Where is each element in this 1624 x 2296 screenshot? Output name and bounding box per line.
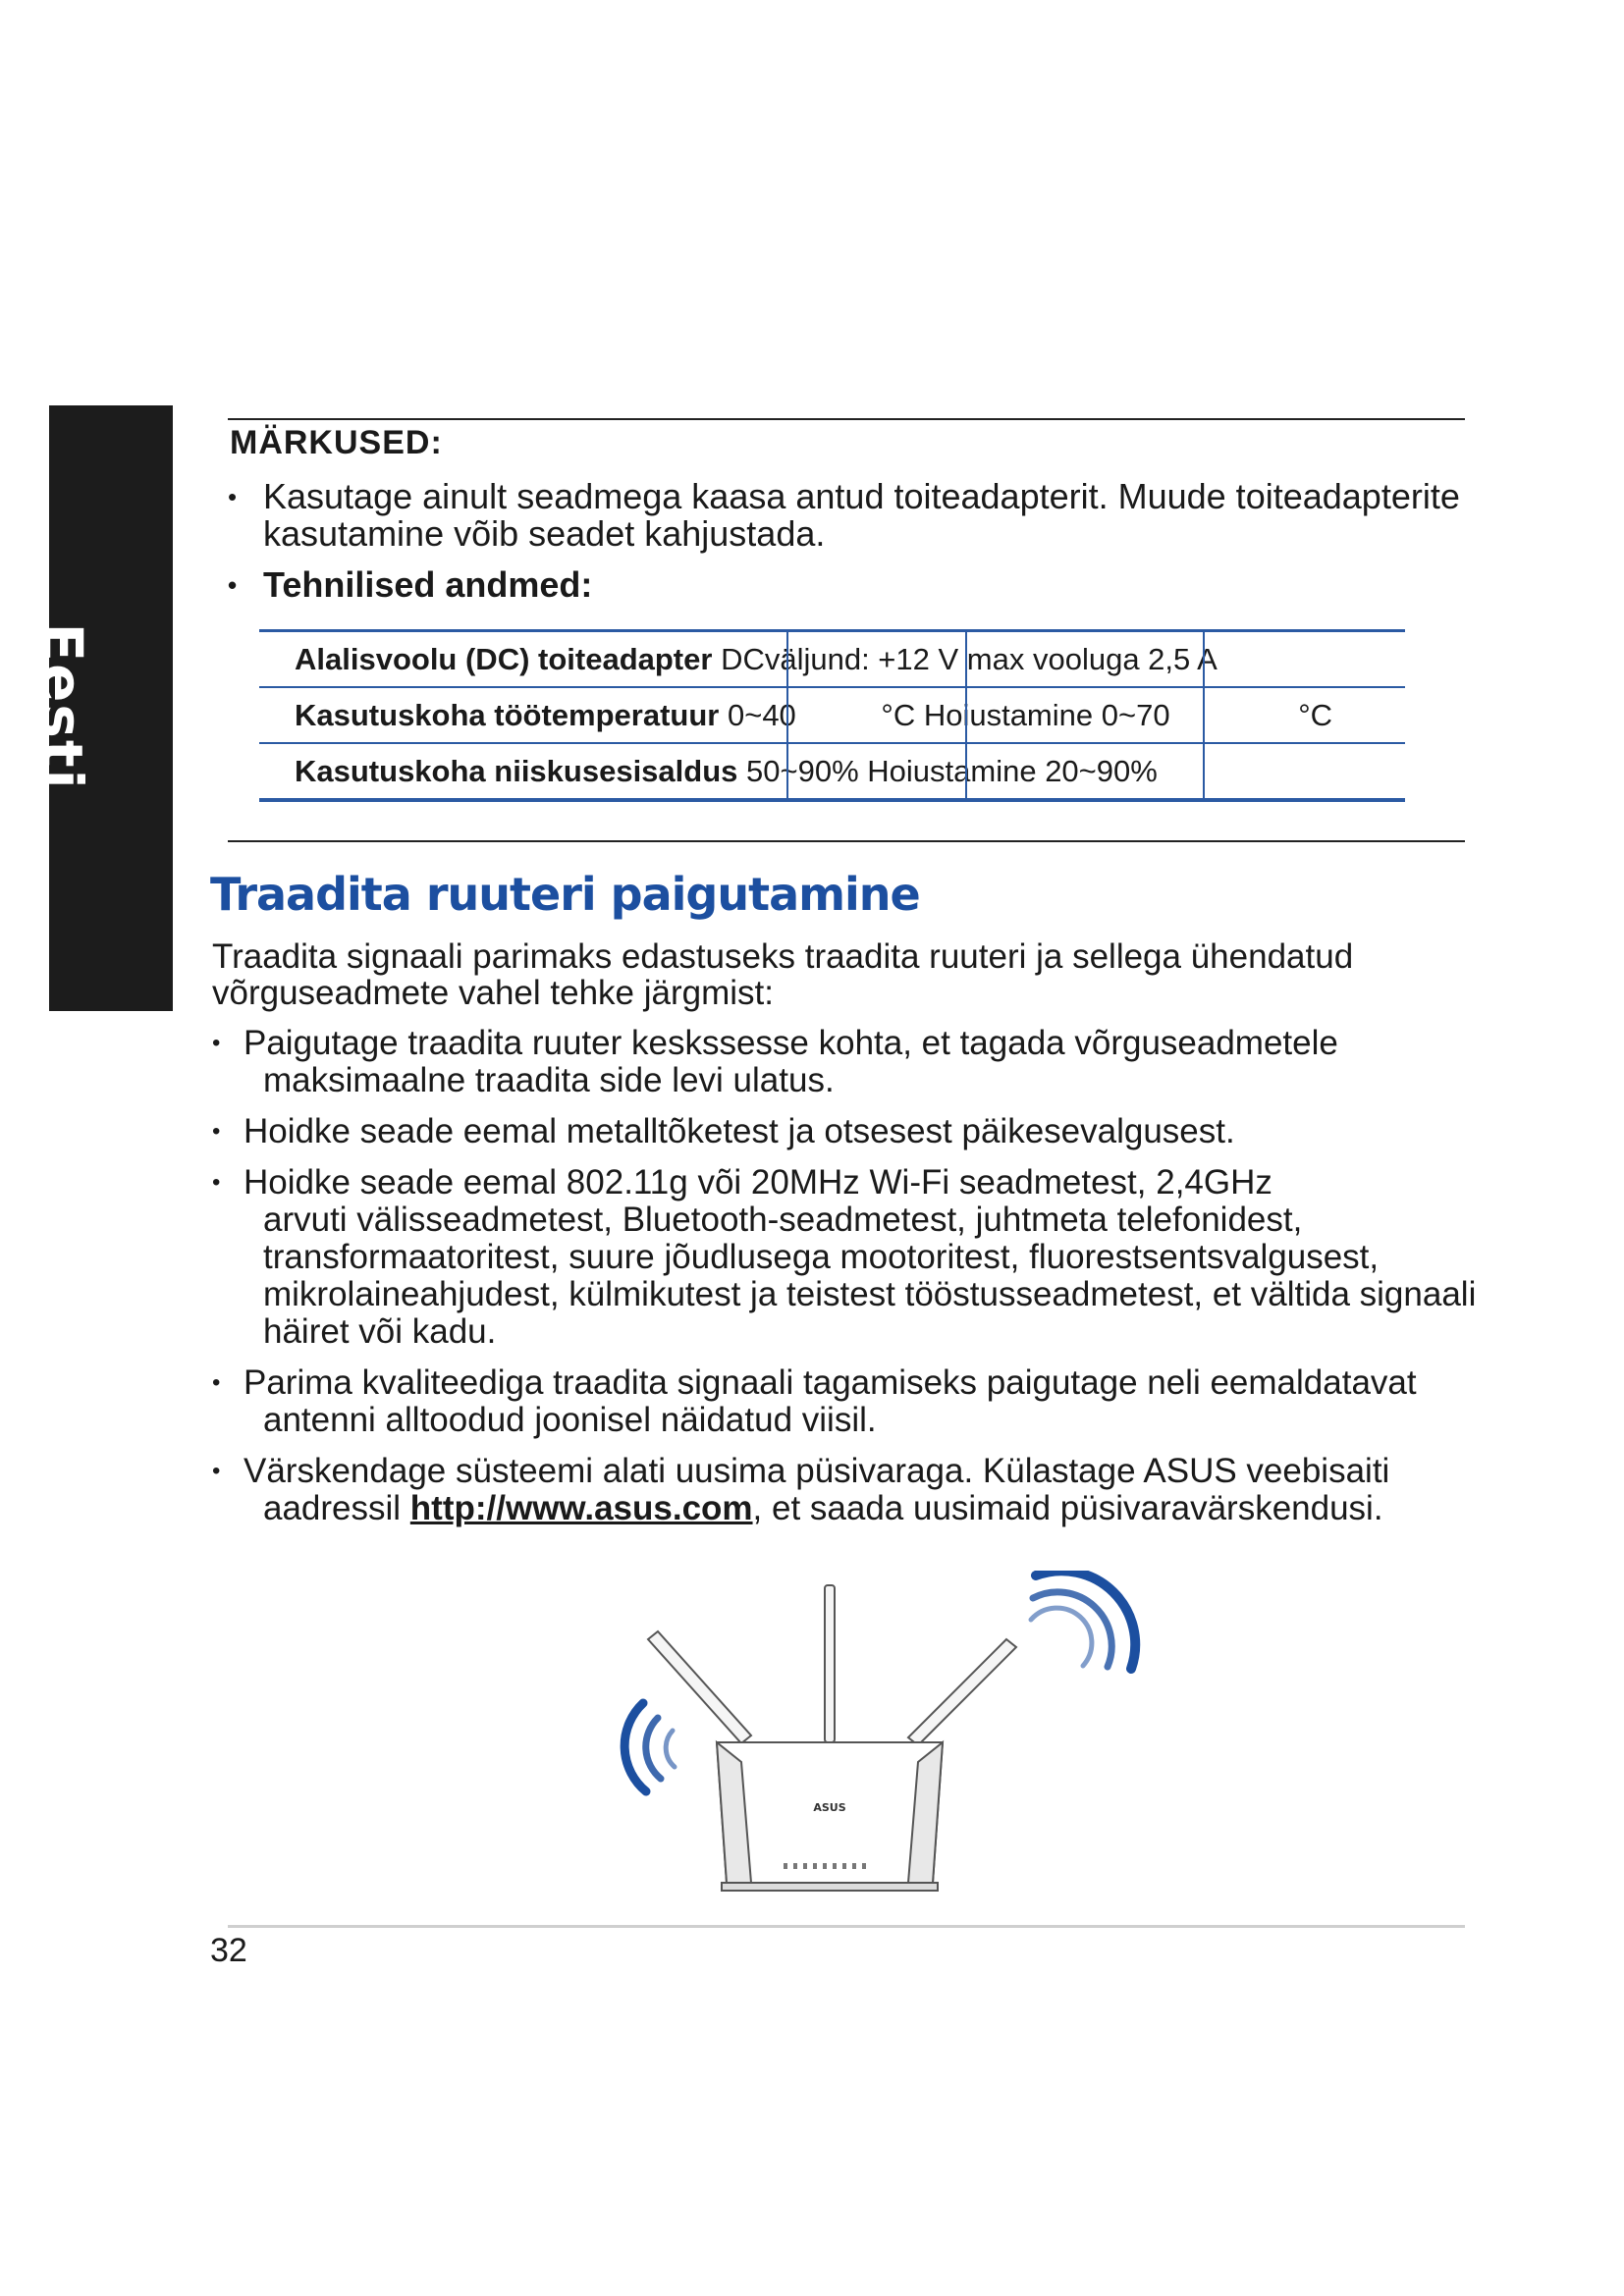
spec-value: 0~40 bbox=[727, 697, 796, 732]
list-item bbox=[212, 1164, 1489, 1351]
spec-value: DC bbox=[721, 641, 765, 676]
spec-label: Alalisvoolu (DC) toiteadapter bbox=[295, 641, 713, 676]
tip-text-continued: antenni alltoodud joonisel näidatud viisil. bbox=[263, 1401, 877, 1439]
spec-value: väljund: +12 V max vooluga 2,5 A bbox=[764, 641, 1218, 676]
tip-text-continued: maksimaalne traadita side levi ulatus. bbox=[263, 1061, 835, 1099]
table-column-divider bbox=[1203, 629, 1205, 798]
tip-text-continued bbox=[244, 1490, 1489, 1527]
tip-text-continued: arvuti välisseadmetest, Bluetooth-seadmetest, juhtmeta telefonidest, transformaatoritest, suure jõudlusega mootoritest, fluorestsentsvalgusest, mikrolaineahjudest, külmikutest ja teistest tööstusseadmetest, et vältida signaali häiret või kadu. bbox=[263, 1201, 1477, 1351]
signal-waves-left-icon bbox=[624, 1703, 675, 1791]
section-heading: Traadita ruuteri paigutamine bbox=[210, 868, 920, 921]
spec-value: °C Hoiustamine 0~70 bbox=[881, 697, 1170, 732]
router-illustration bbox=[550, 1571, 1159, 1904]
spec-label: Kasutuskoha niiskusesisaldus bbox=[295, 753, 738, 788]
tip-text: Parima kvaliteediga traadita signaali tagamiseks paigutage neli eemaldatavat bbox=[244, 1363, 1417, 1402]
spec-row-2-cell bbox=[259, 687, 1405, 743]
page-number: 32 bbox=[210, 1932, 247, 1969]
spec-label: Kasutuskoha töötemperatuur bbox=[295, 697, 720, 732]
notes-list bbox=[228, 478, 1485, 617]
list-item bbox=[212, 1453, 1489, 1527]
note-item-tech-specs: • Tehnilised andmed: bbox=[228, 566, 1485, 604]
router-led-indicators bbox=[784, 1863, 866, 1869]
section-intro: Traadita signaali parimaks edastuseks traadita ruuteri ja sellega ühendatud võrguseadmete vahel tehke järgmist: bbox=[212, 937, 1354, 1012]
signal-waves-right-icon bbox=[1031, 1571, 1135, 1669]
divider-top bbox=[228, 418, 1465, 420]
table-row bbox=[259, 743, 1405, 800]
table-row bbox=[259, 687, 1405, 743]
asus-website-link[interactable]: http://www.asus.com bbox=[409, 1489, 753, 1527]
spec-table bbox=[259, 629, 1405, 802]
tips-list bbox=[212, 1025, 1489, 1541]
note-item: • Kasutage ainult seadmega kaasa antud toiteadapterit. Muude toiteadapterite kasutamine võib seadet kahjustada. bbox=[228, 478, 1485, 553]
table-column-divider bbox=[965, 629, 967, 798]
antenna-icon bbox=[648, 1585, 1016, 1745]
tip-text: Hoidke seade eemal metalltõketest ja otsesest päikesevalgusest. bbox=[244, 1112, 1235, 1150]
tip-text: Värskendage süsteemi alati uusima püsivaraga. Külastage ASUS veebisaiti bbox=[244, 1452, 1390, 1490]
table-row bbox=[259, 631, 1405, 688]
list-item bbox=[212, 1025, 1489, 1099]
spec-value: 50~90% Hoiustamine 20~90% bbox=[746, 753, 1158, 788]
divider-middle bbox=[228, 840, 1465, 842]
list-item bbox=[212, 1113, 1489, 1150]
router-brand-logo: ASUS bbox=[813, 1801, 846, 1814]
spec-row-1-cell bbox=[259, 631, 1405, 688]
language-tab-label: Eesti bbox=[28, 622, 95, 791]
tip-text-suffix: , et saada uusimaid püsivaravärskendusi. bbox=[752, 1489, 1383, 1527]
table-column-divider bbox=[786, 629, 788, 798]
spec-row-3-cell bbox=[259, 743, 1405, 800]
tip-text-prefix: aadressil bbox=[263, 1489, 410, 1527]
tip-text: Hoidke seade eemal 802.11g või 20MHz Wi-Fi seadmetest, 2,4GHz bbox=[244, 1163, 1272, 1201]
list-item bbox=[212, 1364, 1489, 1439]
notes-title: MÄRKUSED: bbox=[230, 424, 443, 461]
router-body bbox=[717, 1742, 943, 1891]
divider-bottom bbox=[228, 1925, 1465, 1928]
tip-text: Paigutage traadita ruuter keskssesse kohta, et tagada võrguseadmetele bbox=[244, 1024, 1338, 1062]
spec-value: °C bbox=[1298, 697, 1332, 732]
